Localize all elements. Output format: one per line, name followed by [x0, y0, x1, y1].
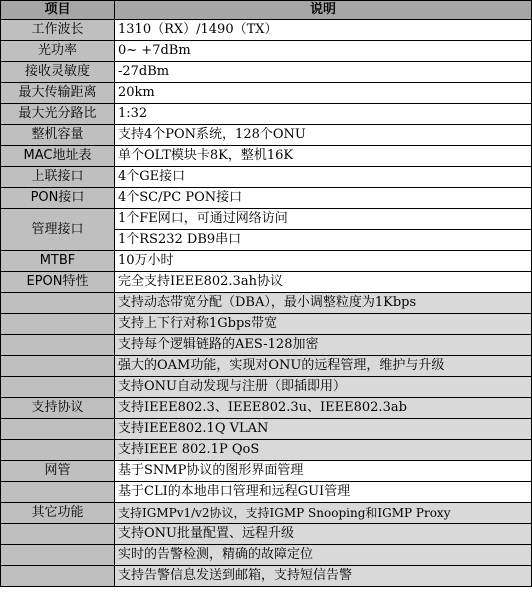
- table-row: [1, 62, 532, 83]
- table-row: [1, 167, 532, 188]
- row-label: [1, 482, 115, 503]
- row-value: 20km: [115, 83, 532, 104]
- row-value: 支持ONU自动发现与注册（即插即用）: [115, 377, 532, 398]
- row-label: [1, 356, 115, 377]
- row-label: [1, 419, 115, 440]
- table-row: [1, 461, 532, 482]
- row-value: 1310（RX）/1490（TX）: [115, 20, 532, 41]
- table-row: [1, 482, 532, 503]
- table-row: [1, 41, 532, 62]
- row-label: [1, 335, 115, 356]
- row-label: [1, 314, 115, 335]
- row-label: [1, 545, 115, 566]
- row-label: [1, 566, 115, 587]
- table-row: [1, 83, 532, 104]
- row-label: EPON特性: [1, 272, 115, 293]
- row-label: [1, 440, 115, 461]
- table-row: [1, 419, 532, 440]
- row-value: 单个OLT模块卡8K，整机16K: [115, 146, 532, 167]
- row-value: -27dBm: [115, 62, 532, 83]
- row-label: 管理接口: [1, 209, 115, 251]
- table-header-row: [1, 1, 532, 20]
- row-label: PON接口: [1, 188, 115, 209]
- table-row: [1, 20, 532, 41]
- row-value: 强大的OAM功能，实现对ONU的远程管理，维护与升级: [115, 356, 532, 377]
- row-label: 最大光分路比: [1, 104, 115, 125]
- table-row: [1, 146, 532, 167]
- table-row: [1, 566, 532, 587]
- row-label: 光功率: [1, 41, 115, 62]
- table-row: [1, 251, 532, 272]
- row-value: 支持上下行对称1Gbps带宽: [115, 314, 532, 335]
- table-row: [1, 335, 532, 356]
- row-value: 1:32: [115, 104, 532, 125]
- row-label: 其它功能: [1, 503, 115, 524]
- row-value: 1个FE网口，可通过网络访问: [115, 209, 532, 230]
- row-value: 支持IEEE 802.1P QoS: [115, 440, 532, 461]
- row-value: 1个RS232 DB9串口: [115, 230, 532, 251]
- row-value: 支持告警信息发送到邮箱，支持短信告警: [115, 566, 532, 587]
- row-value: 支持动态带宽分配（DBA），最小调整粒度为1Kbps: [115, 293, 532, 314]
- row-label: [1, 524, 115, 545]
- row-label: MTBF: [1, 251, 115, 272]
- row-value: 4个GE接口: [115, 167, 532, 188]
- table-row: [1, 377, 532, 398]
- row-label: 最大传输距离: [1, 83, 115, 104]
- row-label: 工作波长: [1, 20, 115, 41]
- row-value: 实时的告警检测，精确的故障定位: [115, 545, 532, 566]
- table-row: [1, 503, 532, 524]
- row-value: 支持IEEE802.3、IEEE802.3u、IEEE802.3ab: [115, 398, 532, 419]
- table-row: [1, 356, 532, 377]
- table-row: [1, 440, 532, 461]
- table-row: [1, 188, 532, 209]
- row-label: 整机容量: [1, 125, 115, 146]
- table-row: [1, 293, 532, 314]
- row-label: 网管: [1, 461, 115, 482]
- header-item: 项目: [1, 1, 115, 20]
- table-row: [1, 524, 532, 545]
- row-label: [1, 293, 115, 314]
- table-row: [1, 209, 532, 230]
- table-row: [1, 314, 532, 335]
- row-value: 基于SNMP协议的图形界面管理: [115, 461, 532, 482]
- table-row: [1, 272, 532, 293]
- row-value: 支持IEEE802.1Q VLAN: [115, 419, 532, 440]
- row-label: 接收灵敏度: [1, 62, 115, 83]
- row-label: [1, 377, 115, 398]
- row-value: 4个SC/PC PON接口: [115, 188, 532, 209]
- row-label: 上联接口: [1, 167, 115, 188]
- row-value: 完全支持IEEE802.3ah协议: [115, 272, 532, 293]
- row-value: 支持每个逻辑链路的AES-128加密: [115, 335, 532, 356]
- row-value: 支持ONU批量配置、远程升级: [115, 524, 532, 545]
- row-value: 10万小时: [115, 251, 532, 272]
- table-row: [1, 545, 532, 566]
- row-value: 支持IGMPv1/v2协议，支持IGMP Snooping和IGMP Proxy: [115, 503, 532, 524]
- row-value: 支持4个PON系统，128个ONU: [115, 125, 532, 146]
- table-row: [1, 104, 532, 125]
- table-row: [1, 125, 532, 146]
- row-value: 0~ +7dBm: [115, 41, 532, 62]
- row-label: 支持协议: [1, 398, 115, 419]
- header-description: 说明: [115, 1, 532, 20]
- row-value: 基于CLI的本地串口管理和远程GUI管理: [115, 482, 532, 503]
- table-row: [1, 398, 532, 419]
- row-label: MAC地址表: [1, 146, 115, 167]
